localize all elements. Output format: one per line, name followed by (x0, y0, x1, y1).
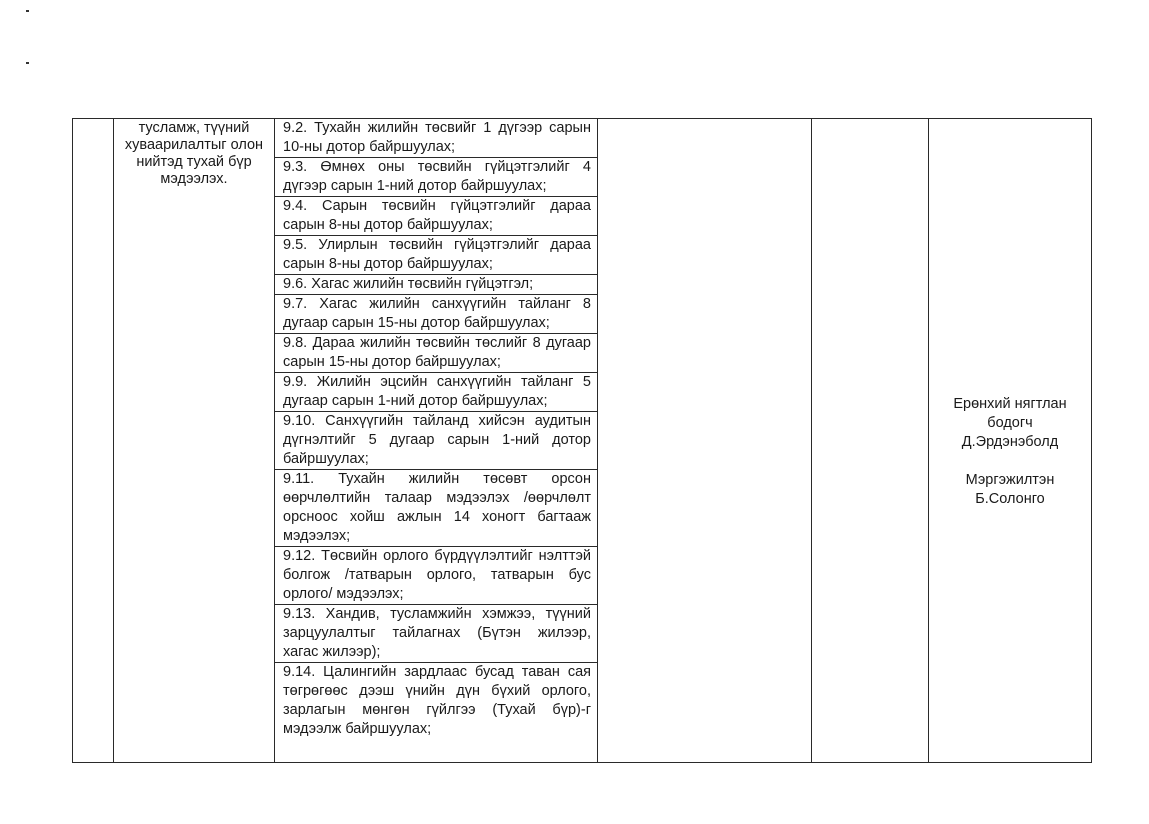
list-item: 9.3. Өмнөх оны төсвийн гүйцэтгэлийг 4 дүгээр сарын 1-ний дотор байршуулах; (275, 158, 597, 197)
list-item: 9.13. Хандив, тусламжийн хэмжээ, түүний зарцуулалтыг тайлагнах (Бүтэн жилээр, хагас жилээр); (275, 605, 597, 663)
scan-mark (26, 62, 29, 64)
list-item: 9.9. Жилийн эцсийн санхүүгийн тайланг 5 дугаар сарын 1-ний дотор байршуулах; (275, 373, 597, 412)
list-item: 9.12. Төсвийн орлого бүрдүүлэлтийг нэлттэй болгож /татварын орлого, татварын бус орлого/ мэдээлэх; (275, 547, 597, 605)
scan-mark (26, 10, 29, 12)
empty-cell (812, 119, 929, 763)
list-item: 9.11. Тухайн жилийн төсөвт орсон өөрчлөлтийн талаар мэдээлэх /өөрчлөлт орсноос хойш ажлын 14 хоногт багтааж мэдээлэх; (275, 470, 597, 547)
responsible-title: Мэргэжилтэн (965, 471, 1055, 488)
responsible-name: Д.Эрдэнэболд (961, 433, 1059, 450)
responsibility-cell (114, 119, 275, 763)
list-item: 9.14. Цалингийн зардлаас бусад таван сая төгрөгөөс дээш үнийн дүн бүхий орлого, зарлагын мөнгөн гүйлгээ (Тухай бүр)-г мэдээлж байршуулах; (283, 664, 591, 737)
measures-cell (275, 119, 598, 763)
responsibility-text: тусламж, түүний хуваарилалтыг олон нийтэд тухай бүр мэдээлэх. (124, 120, 264, 187)
empty-cell (598, 119, 812, 763)
list-item: 9.5. Улирлын төсвийн гүйцэтгэлийг дараа сарын 8-ны дотор байршуулах; (275, 236, 597, 275)
list-item: 9.2. Тухайн жилийн төсвийг 1 дүгээр сарын 10-ны дотор байршуулах; (275, 119, 597, 158)
list-item: 9.4. Сарын төсвийн гүйцэтгэлийг дараа сарын 8-ны дотор байршуулах; (275, 197, 597, 236)
number-cell (73, 119, 114, 763)
responsible-title: бодогч (987, 414, 1033, 431)
responsible-cell (929, 119, 1092, 763)
plan-table (72, 118, 1092, 763)
table-row (73, 119, 1092, 763)
list-item: 9.6. Хагас жилийн төсвийн гүйцэтгэл; (275, 275, 597, 295)
responsible-title: Ерөнхий нягтлан (953, 395, 1067, 412)
list-item: 9.8. Дараа жилийн төсвийн төслийг 8 дугаар сарын 15-ны дотор байршуулах; (275, 334, 597, 373)
list-item: 9.7. Хагас жилийн санхүүгийн тайланг 8 дугаар сарын 15-ны дотор байршуулах; (275, 295, 597, 334)
list-item: 9.10. Санхүүгийн тайланд хийсэн аудитын дүгнэлтийг 5 дугаар сарын 1-ний дотор байршуулах; (275, 412, 597, 470)
responsible-name: Б.Солонго (975, 490, 1045, 507)
